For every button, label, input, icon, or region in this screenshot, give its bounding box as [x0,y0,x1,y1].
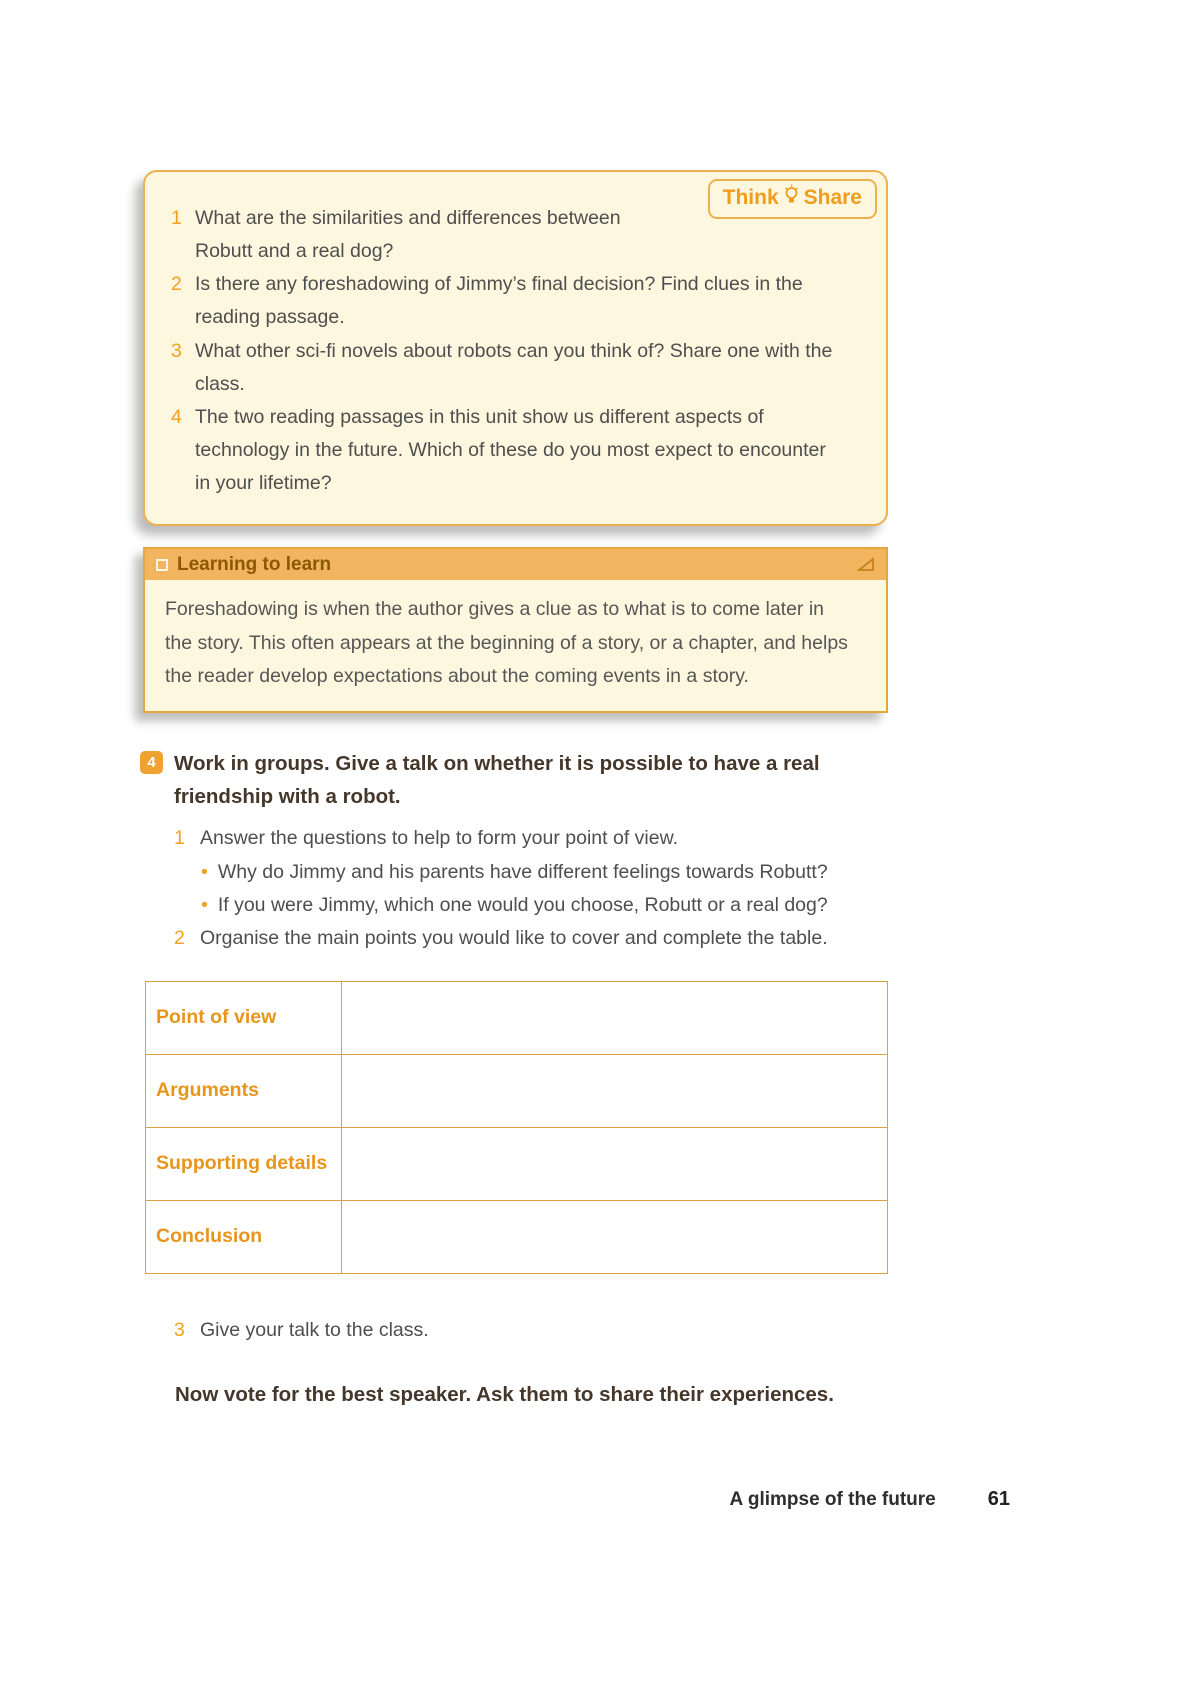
step-text: Organise the main points you would like to cover and complete the table. [200,926,828,949]
empty-cell [342,1200,888,1273]
step-3 [174,1314,892,1347]
table-row [146,1200,888,1273]
exercise-title: Work in groups. Give a talk on whether it is possible to have a real friendship with a robot. [174,752,820,809]
step-2 [174,922,892,955]
page-footer [0,1488,1010,1511]
row-label: Conclusion [146,1200,342,1273]
question-4 [171,401,858,500]
row-label: Point of view [146,981,342,1054]
triangle-icon [857,557,875,572]
points-table [145,981,888,1274]
lightbulb-icon [784,184,799,212]
question-list [171,202,858,500]
bullet-icon: • [201,893,208,916]
think-share-box [143,170,888,526]
step-number: 3 [174,1318,185,1341]
step-number: 2 [174,926,185,949]
step-3-wrap [174,1314,892,1347]
question-3 [171,335,858,401]
learning-to-learn-box [143,547,888,713]
think-share-badge [708,179,877,219]
empty-cell [342,981,888,1054]
exercise-title-row [140,747,892,813]
empty-cell [342,1054,888,1127]
bullet-icon: • [201,860,208,883]
exercise-steps [174,822,892,955]
exercise-4 [140,747,892,1407]
bullet-text: If you were Jimmy, which one would you choose, Robutt or a real dog? [217,893,828,916]
checkbox-icon [156,559,168,571]
question-2 [171,268,858,334]
question-number: 1 [171,207,182,229]
table-row [146,1127,888,1200]
think-label: Think [722,186,779,209]
share-label: Share [803,186,862,209]
question-number: 3 [171,339,182,362]
bullet-item [201,889,892,922]
table-row [146,1054,888,1127]
step-number: 1 [174,827,185,850]
question-number: 4 [171,405,182,428]
exercise-number-badge: 4 [140,751,163,774]
learning-to-learn-header [145,549,886,580]
vote-instruction: Now vote for the best speaker. Ask them to share their experiences. [175,1383,834,1407]
step-text: Answer the questions to help to form your point of view. [200,827,679,850]
step-text: Give your talk to the class. [200,1318,429,1341]
question-text: The two reading passages in this unit show us different aspects of technology in the future. Which of these do you most expect to encounter in your lifetime? [195,405,826,495]
row-label: Supporting details [146,1127,342,1200]
page-number: 61 [987,1488,1010,1510]
step-1 [174,822,892,855]
unit-title: A glimpse of the future [729,1489,936,1510]
question-text: Is there any foreshadowing of Jimmy’s final decision? Find clues in the reading passage. [195,273,803,329]
learning-to-learn-body: Foreshadowing is when the author gives a clue as to what is to come later in the story. This often appears at the beginning of a story, or a chapter, and helps the reader develop expectations about the coming events in a story. [165,598,848,688]
learning-to-learn-title: Learning to learn [177,553,332,575]
question-text: What are the similarities and differences between Robutt and a real dog? [195,207,621,263]
question-text: What other sci-fi novels about robots can you think of? Share one with the class. [195,339,833,395]
bullet-text: Why do Jimmy and his parents have different feelings towards Robutt? [217,860,828,883]
empty-cell [342,1127,888,1200]
row-label: Arguments [146,1054,342,1127]
table-row [146,981,888,1054]
bullet-item [201,856,892,889]
bullet-list [201,856,892,922]
question-number: 2 [171,273,182,296]
